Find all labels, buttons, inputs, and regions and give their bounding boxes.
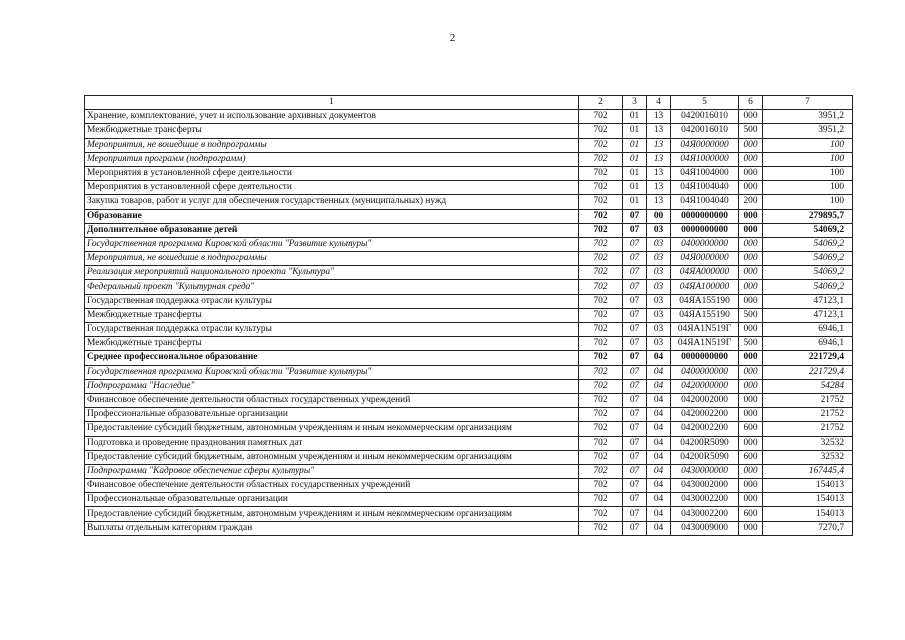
subsection-cell: 03 — [647, 280, 671, 294]
expense-type-cell: 000 — [739, 252, 763, 266]
expense-type-cell: 000 — [739, 209, 763, 223]
amount-cell: 32532 — [763, 450, 853, 464]
section-cell: 07 — [623, 408, 647, 422]
subsection-cell: 04 — [647, 379, 671, 393]
subsection-cell: 04 — [647, 351, 671, 365]
table-row — [85, 365, 853, 379]
table-row — [85, 323, 853, 337]
subsection-cell: 13 — [647, 138, 671, 152]
target-article-cell: 0420000000 — [671, 379, 739, 393]
subsection-cell: 04 — [647, 464, 671, 478]
table-row — [85, 464, 853, 478]
target-article-cell: 04ЯА000000 — [671, 266, 739, 280]
section-cell: 07 — [623, 422, 647, 436]
section-cell: 07 — [623, 280, 647, 294]
table-row — [85, 408, 853, 422]
expense-type-cell: 000 — [739, 323, 763, 337]
row-name-cell: Подпрограмма "Кадровое обеспечение сферы культуры" — [85, 464, 579, 478]
row-name-cell: Профессиональные образовательные организации — [85, 493, 579, 507]
row-name-cell: Среднее профессиональное образование — [85, 351, 579, 365]
target-article-cell: 04200R5090 — [671, 436, 739, 450]
admin-code-cell: 702 — [579, 266, 623, 280]
table-row — [85, 294, 853, 308]
section-cell: 07 — [623, 266, 647, 280]
row-name-cell: Федеральный проект "Культурная среда" — [85, 280, 579, 294]
expense-type-cell: 000 — [739, 379, 763, 393]
row-name-cell: Государственная программа Кировской области "Развитие культуры" — [85, 365, 579, 379]
row-name-cell: Межбюджетные трансферты — [85, 124, 579, 138]
target-article-cell: 04Я1004040 — [671, 181, 739, 195]
subsection-cell: 04 — [647, 393, 671, 407]
subsection-cell: 13 — [647, 166, 671, 180]
admin-code-cell: 702 — [579, 209, 623, 223]
admin-code-cell: 702 — [579, 351, 623, 365]
section-cell: 01 — [623, 166, 647, 180]
expense-type-cell: 000 — [739, 280, 763, 294]
expense-type-cell: 600 — [739, 507, 763, 521]
section-cell: 07 — [623, 393, 647, 407]
subsection-cell: 04 — [647, 436, 671, 450]
admin-code-cell: 702 — [579, 110, 623, 124]
table-row — [85, 393, 853, 407]
admin-code-cell: 702 — [579, 450, 623, 464]
section-cell: 07 — [623, 436, 647, 450]
target-article-cell: 0420002000 — [671, 393, 739, 407]
target-article-cell: 04Я0000000 — [671, 252, 739, 266]
amount-cell: 100 — [763, 181, 853, 195]
row-name-cell: Мероприятия в установленной сфере деятельности — [85, 181, 579, 195]
row-name-cell: Мероприятия программ (подпрограмм) — [85, 152, 579, 166]
expense-type-cell: 000 — [739, 266, 763, 280]
section-cell: 07 — [623, 493, 647, 507]
amount-cell: 54069,2 — [763, 223, 853, 237]
expense-type-cell: 500 — [739, 124, 763, 138]
admin-code-cell: 702 — [579, 521, 623, 535]
section-cell: 07 — [623, 464, 647, 478]
row-name-cell: Государственная поддержка отрасли культуры — [85, 323, 579, 337]
expense-type-cell: 600 — [739, 422, 763, 436]
amount-cell: 100 — [763, 152, 853, 166]
section-cell: 07 — [623, 507, 647, 521]
amount-cell: 100 — [763, 166, 853, 180]
section-cell: 01 — [623, 138, 647, 152]
table-row — [85, 223, 853, 237]
target-article-cell: 04Я0000000 — [671, 138, 739, 152]
admin-code-cell: 702 — [579, 152, 623, 166]
section-cell: 01 — [623, 152, 647, 166]
target-article-cell: 0420002200 — [671, 422, 739, 436]
table-row — [85, 152, 853, 166]
amount-cell: 32532 — [763, 436, 853, 450]
amount-cell: 54069,2 — [763, 252, 853, 266]
expense-type-cell: 500 — [739, 337, 763, 351]
admin-code-cell: 702 — [579, 408, 623, 422]
target-article-cell: 0420016010 — [671, 110, 739, 124]
expense-type-cell: 000 — [739, 237, 763, 251]
subsection-cell: 03 — [647, 337, 671, 351]
amount-cell: 54069,2 — [763, 280, 853, 294]
section-cell: 01 — [623, 181, 647, 195]
header-cell: 1 — [85, 96, 579, 110]
expense-type-cell: 000 — [739, 351, 763, 365]
target-article-cell: 0430002200 — [671, 507, 739, 521]
header-row — [85, 96, 853, 110]
expense-type-cell: 000 — [739, 479, 763, 493]
section-cell: 07 — [623, 308, 647, 322]
target-article-cell: 04ЯА100000 — [671, 280, 739, 294]
header-cell: 5 — [671, 96, 739, 110]
subsection-cell: 03 — [647, 252, 671, 266]
table-row — [85, 493, 853, 507]
target-article-cell: 04Я1004040 — [671, 195, 739, 209]
target-article-cell: 0400000000 — [671, 237, 739, 251]
table-body — [85, 110, 853, 536]
target-article-cell: 0430002200 — [671, 493, 739, 507]
target-article-cell: 04ЯА1N519Г — [671, 323, 739, 337]
subsection-cell: 13 — [647, 152, 671, 166]
admin-code-cell: 702 — [579, 436, 623, 450]
admin-code-cell: 702 — [579, 422, 623, 436]
expense-type-cell: 000 — [739, 181, 763, 195]
table-row — [85, 252, 853, 266]
amount-cell: 21752 — [763, 393, 853, 407]
row-name-cell: Мероприятия, не вошедшие в подпрограммы — [85, 138, 579, 152]
section-cell: 01 — [623, 195, 647, 209]
expense-type-cell: 000 — [739, 408, 763, 422]
admin-code-cell: 702 — [579, 223, 623, 237]
subsection-cell: 04 — [647, 408, 671, 422]
admin-code-cell: 702 — [579, 195, 623, 209]
amount-cell: 6946,1 — [763, 337, 853, 351]
section-cell: 07 — [623, 209, 647, 223]
section-cell: 01 — [623, 124, 647, 138]
subsection-cell: 04 — [647, 507, 671, 521]
target-article-cell: 04Я1004000 — [671, 166, 739, 180]
row-name-cell: Финансовое обеспечение деятельности областных государственных учреждений — [85, 393, 579, 407]
admin-code-cell: 702 — [579, 237, 623, 251]
subsection-cell: 04 — [647, 422, 671, 436]
page-number: 2 — [449, 32, 456, 44]
section-cell: 07 — [623, 351, 647, 365]
subsection-cell: 04 — [647, 365, 671, 379]
target-article-cell: 0420002200 — [671, 408, 739, 422]
amount-cell: 221729,4 — [763, 365, 853, 379]
admin-code-cell: 702 — [579, 280, 623, 294]
table-row — [85, 337, 853, 351]
subsection-cell: 13 — [647, 181, 671, 195]
target-article-cell: 0430009000 — [671, 521, 739, 535]
row-name-cell: Образование — [85, 209, 579, 223]
amount-cell: 47123,1 — [763, 308, 853, 322]
subsection-cell: 04 — [647, 493, 671, 507]
amount-cell: 221729,4 — [763, 351, 853, 365]
target-article-cell: 0000000000 — [671, 351, 739, 365]
expense-type-cell: 600 — [739, 450, 763, 464]
admin-code-cell: 702 — [579, 181, 623, 195]
row-name-cell: Государственная поддержка отрасли культуры — [85, 294, 579, 308]
subsection-cell: 03 — [647, 223, 671, 237]
admin-code-cell: 702 — [579, 365, 623, 379]
target-article-cell: 04ЯА155190 — [671, 308, 739, 322]
admin-code-cell: 702 — [579, 507, 623, 521]
table-row — [85, 195, 853, 209]
row-name-cell: Государственная программа Кировской области "Развитие культуры" — [85, 237, 579, 251]
table-row — [85, 436, 853, 450]
row-name-cell: Закупка товаров, работ и услуг для обеспечения государственных (муниципальных) нужд — [85, 195, 579, 209]
row-name-cell: Мероприятия, не вошедшие в подпрограммы — [85, 252, 579, 266]
table-row — [85, 507, 853, 521]
section-cell: 07 — [623, 294, 647, 308]
expense-type-cell: 000 — [739, 393, 763, 407]
admin-code-cell: 702 — [579, 479, 623, 493]
amount-cell: 154013 — [763, 479, 853, 493]
table-row — [85, 166, 853, 180]
expense-type-cell: 500 — [739, 308, 763, 322]
expense-type-cell: 000 — [739, 110, 763, 124]
amount-cell: 100 — [763, 138, 853, 152]
subsection-cell: 03 — [647, 308, 671, 322]
table-row — [85, 266, 853, 280]
expense-type-cell: 000 — [739, 365, 763, 379]
table-row — [85, 124, 853, 138]
table-row — [85, 479, 853, 493]
target-article-cell: 04ЯА155190 — [671, 294, 739, 308]
row-name-cell: Дополнительное образование детей — [85, 223, 579, 237]
target-article-cell: 04Я1000000 — [671, 152, 739, 166]
row-name-cell: Межбюджетные трансферты — [85, 337, 579, 351]
table-row — [85, 209, 853, 223]
amount-cell: 154013 — [763, 493, 853, 507]
admin-code-cell: 702 — [579, 323, 623, 337]
amount-cell: 21752 — [763, 422, 853, 436]
section-cell: 07 — [623, 450, 647, 464]
target-article-cell: 0000000000 — [671, 209, 739, 223]
section-cell: 07 — [623, 323, 647, 337]
row-name-cell: Финансовое обеспечение деятельности областных государственных учреждений — [85, 479, 579, 493]
admin-code-cell: 702 — [579, 379, 623, 393]
section-cell: 07 — [623, 337, 647, 351]
subsection-cell: 13 — [647, 110, 671, 124]
subsection-cell: 13 — [647, 124, 671, 138]
section-cell: 07 — [623, 252, 647, 266]
amount-cell: 54284 — [763, 379, 853, 393]
expense-type-cell: 000 — [739, 223, 763, 237]
amount-cell: 3951,2 — [763, 124, 853, 138]
header-cell: 3 — [623, 96, 647, 110]
expense-type-cell: 000 — [739, 166, 763, 180]
amount-cell: 47123,1 — [763, 294, 853, 308]
table-row — [85, 351, 853, 365]
admin-code-cell: 702 — [579, 166, 623, 180]
subsection-cell: 03 — [647, 323, 671, 337]
table-row — [85, 280, 853, 294]
admin-code-cell: 702 — [579, 308, 623, 322]
table-row — [85, 379, 853, 393]
expense-type-cell: 000 — [739, 493, 763, 507]
admin-code-cell: 702 — [579, 138, 623, 152]
header-cell: 2 — [579, 96, 623, 110]
row-name-cell: Профессиональные образовательные организации — [85, 408, 579, 422]
table-row — [85, 308, 853, 322]
row-name-cell: Хранение, комплектование, учет и использование архивных документов — [85, 110, 579, 124]
budget-table — [84, 95, 853, 536]
expense-type-cell: 200 — [739, 195, 763, 209]
section-cell: 07 — [623, 237, 647, 251]
table-row — [85, 237, 853, 251]
target-article-cell: 0430000000 — [671, 464, 739, 478]
amount-cell: 54069,2 — [763, 266, 853, 280]
target-article-cell: 0420016010 — [671, 124, 739, 138]
subsection-cell: 13 — [647, 195, 671, 209]
amount-cell: 6946,1 — [763, 323, 853, 337]
row-name-cell: Реализация мероприятий национального проекта "Культура" — [85, 266, 579, 280]
row-name-cell: Выплаты отдельным категориям граждан — [85, 521, 579, 535]
amount-cell: 7270,7 — [763, 521, 853, 535]
subsection-cell: 03 — [647, 237, 671, 251]
table-row — [85, 110, 853, 124]
target-article-cell: 04ЯА1N519Г — [671, 337, 739, 351]
section-cell: 01 — [623, 110, 647, 124]
expense-type-cell: 000 — [739, 521, 763, 535]
row-name-cell: Предоставление субсидий бюджетным, автономным учреждениям и иным некоммерческим организациям — [85, 422, 579, 436]
subsection-cell: 04 — [647, 450, 671, 464]
expense-type-cell: 000 — [739, 294, 763, 308]
subsection-cell: 04 — [647, 479, 671, 493]
section-cell: 07 — [623, 521, 647, 535]
subsection-cell: 00 — [647, 209, 671, 223]
table-row — [85, 422, 853, 436]
header-cell: 4 — [647, 96, 671, 110]
section-cell: 07 — [623, 479, 647, 493]
table-row — [85, 181, 853, 195]
admin-code-cell: 702 — [579, 294, 623, 308]
row-name-cell: Предоставление субсидий бюджетным, автономным учреждениям и иным некоммерческим организациям — [85, 450, 579, 464]
target-article-cell: 0430002000 — [671, 479, 739, 493]
amount-cell: 54069,2 — [763, 237, 853, 251]
subsection-cell: 04 — [647, 521, 671, 535]
row-name-cell: Подпрограмма "Наследие" — [85, 379, 579, 393]
table-row — [85, 138, 853, 152]
subsection-cell: 03 — [647, 294, 671, 308]
amount-cell: 100 — [763, 195, 853, 209]
admin-code-cell: 702 — [579, 493, 623, 507]
row-name-cell: Межбюджетные трансферты — [85, 308, 579, 322]
subsection-cell: 03 — [647, 266, 671, 280]
expense-type-cell: 000 — [739, 464, 763, 478]
header-cell: 6 — [739, 96, 763, 110]
admin-code-cell: 702 — [579, 252, 623, 266]
target-article-cell: 0400000000 — [671, 365, 739, 379]
amount-cell: 279895,7 — [763, 209, 853, 223]
amount-cell: 3951,2 — [763, 110, 853, 124]
row-name-cell: Мероприятия в установленной сфере деятельности — [85, 166, 579, 180]
expense-type-cell: 000 — [739, 436, 763, 450]
expense-type-cell: 000 — [739, 138, 763, 152]
admin-code-cell: 702 — [579, 124, 623, 138]
admin-code-cell: 702 — [579, 464, 623, 478]
row-name-cell: Предоставление субсидий бюджетным, автономным учреждениям и иным некоммерческим организациям — [85, 507, 579, 521]
row-name-cell: Подготовка и проведение празднования памятных дат — [85, 436, 579, 450]
amount-cell: 154013 — [763, 507, 853, 521]
target-article-cell: 04200R5090 — [671, 450, 739, 464]
target-article-cell: 0000000000 — [671, 223, 739, 237]
expense-type-cell: 000 — [739, 152, 763, 166]
admin-code-cell: 702 — [579, 393, 623, 407]
amount-cell: 21752 — [763, 408, 853, 422]
amount-cell: 167445,4 — [763, 464, 853, 478]
section-cell: 07 — [623, 365, 647, 379]
admin-code-cell: 702 — [579, 337, 623, 351]
section-cell: 07 — [623, 223, 647, 237]
section-cell: 07 — [623, 379, 647, 393]
table-row — [85, 450, 853, 464]
table-row — [85, 521, 853, 535]
header-cell: 7 — [763, 96, 853, 110]
